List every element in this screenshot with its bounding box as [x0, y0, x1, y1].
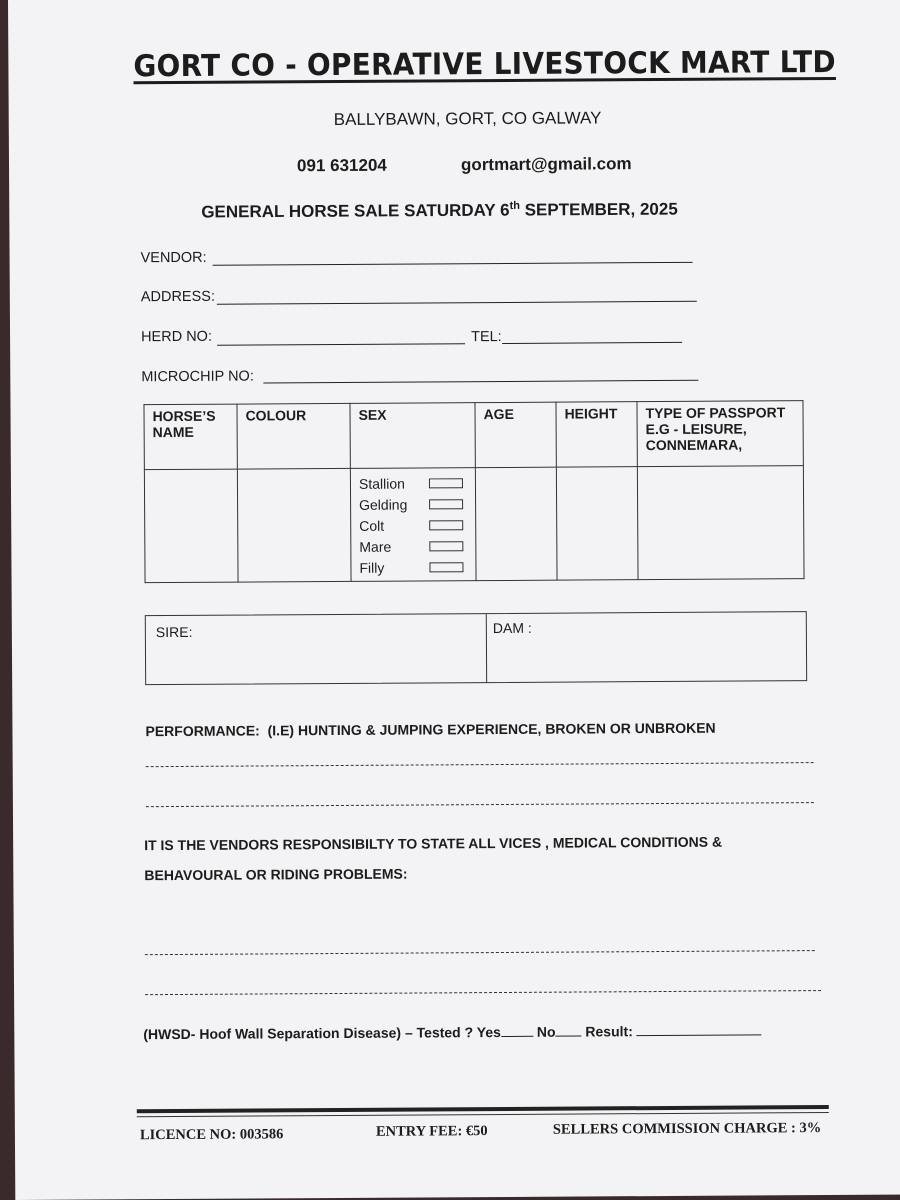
notice-line-answer-2[interactable] — [145, 990, 821, 995]
colour-cell[interactable] — [237, 468, 351, 582]
form-sheet — [8, 0, 900, 1200]
sex-cell — [350, 468, 476, 582]
microchip-field[interactable] — [263, 380, 698, 384]
notice-line-1: IT IS THE VENDORS RESPONSIBILTY TO STATE ALL VICES , MEDICAL CONDITIONS & — [144, 833, 723, 854]
sex-option-mare[interactable]: Mare — [359, 535, 467, 557]
address-label: ADDRESS: — [140, 288, 216, 306]
age-cell[interactable] — [475, 467, 557, 580]
header-age: AGE — [475, 402, 556, 467]
licence-number: LICENCE NO: 003586 — [139, 1126, 284, 1144]
sex-option-filly[interactable]: Filly — [359, 556, 467, 578]
hwsd-result-field[interactable] — [637, 1034, 762, 1036]
mare-checkbox[interactable] — [429, 541, 463, 551]
passport-cell[interactable] — [637, 466, 804, 580]
mart-email: gortmart@gmail.com — [460, 154, 632, 175]
mart-phone: 091 631204 — [296, 155, 387, 176]
table-header-row — [144, 401, 803, 470]
vendor-field[interactable] — [213, 262, 693, 266]
header-colour: COLOUR — [237, 403, 350, 469]
header-sex: SEX — [350, 403, 475, 469]
sale-title: GENERAL HORSE SALE SATURDAY 6th SEPTEMBER, 2025 — [201, 199, 678, 222]
entry-fee: ENTRY FEE: €50 — [375, 1123, 488, 1140]
vendor-label: VENDOR: — [140, 249, 207, 267]
hwsd-question: (HWSD- Hoof Wall Separation Disease) – Tested ? Yes No Result: — [143, 1022, 761, 1042]
gelding-checkbox[interactable] — [429, 499, 463, 509]
mart-address: BALLYBAWN, GORT, CO GALWAY — [333, 108, 602, 130]
sex-option-stallion[interactable]: Stallion — [359, 472, 467, 494]
notice-line-answer-1[interactable] — [145, 950, 815, 955]
tel-field[interactable] — [502, 342, 682, 344]
sire-dam-box — [145, 611, 807, 685]
header-passport-type: TYPE OF PASSPORT E.G - LEISURE, CONNEMARA, — [637, 401, 803, 467]
filly-checkbox[interactable] — [429, 562, 463, 572]
performance-hint: (I.E) HUNTING & JUMPING EXPERIENCE, BROKEN OR UNBROKEN — [267, 719, 716, 739]
performance-text — [145, 720, 715, 739]
performance-label: PERFORMANCE: — [145, 722, 260, 740]
sire-label: SIRE: — [155, 623, 193, 641]
header-horse-name: HORSE’S NAME — [144, 404, 237, 470]
table-row — [144, 466, 804, 583]
hwsd-yes-field[interactable] — [501, 1036, 533, 1037]
sire-dam-divider — [486, 614, 487, 682]
microchip-label: MICROCHIP NO: — [141, 368, 254, 386]
notice-line-2: BEHAVOURAL OR RIDING PROBLEMS: — [144, 865, 408, 884]
tel-label: TEL: — [471, 328, 502, 346]
herd-no-label: HERD NO: — [141, 328, 213, 346]
address-field[interactable] — [217, 301, 697, 305]
horse-name-cell[interactable] — [144, 469, 238, 583]
sex-option-gelding[interactable]: Gelding — [359, 493, 467, 515]
dam-label: DAM : — [492, 619, 532, 637]
height-cell[interactable] — [556, 467, 638, 580]
sex-option-colt[interactable]: Colt — [359, 514, 467, 536]
colt-checkbox[interactable] — [429, 520, 463, 530]
mart-title: GORT CO - OPERATIVE LIVESTOCK MART LTD — [133, 44, 836, 85]
herd-no-field[interactable] — [217, 343, 465, 346]
performance-line-2[interactable] — [146, 802, 814, 807]
header-height: HEIGHT — [556, 402, 637, 467]
stallion-checkbox[interactable] — [429, 478, 463, 488]
footer-divider-thin — [137, 1112, 829, 1117]
commission-charge: SELLERS COMMISSION CHARGE : 3% — [552, 1120, 822, 1138]
hwsd-no-field[interactable] — [556, 1036, 582, 1037]
horse-details-table — [143, 400, 804, 583]
performance-line-1[interactable] — [146, 762, 814, 767]
